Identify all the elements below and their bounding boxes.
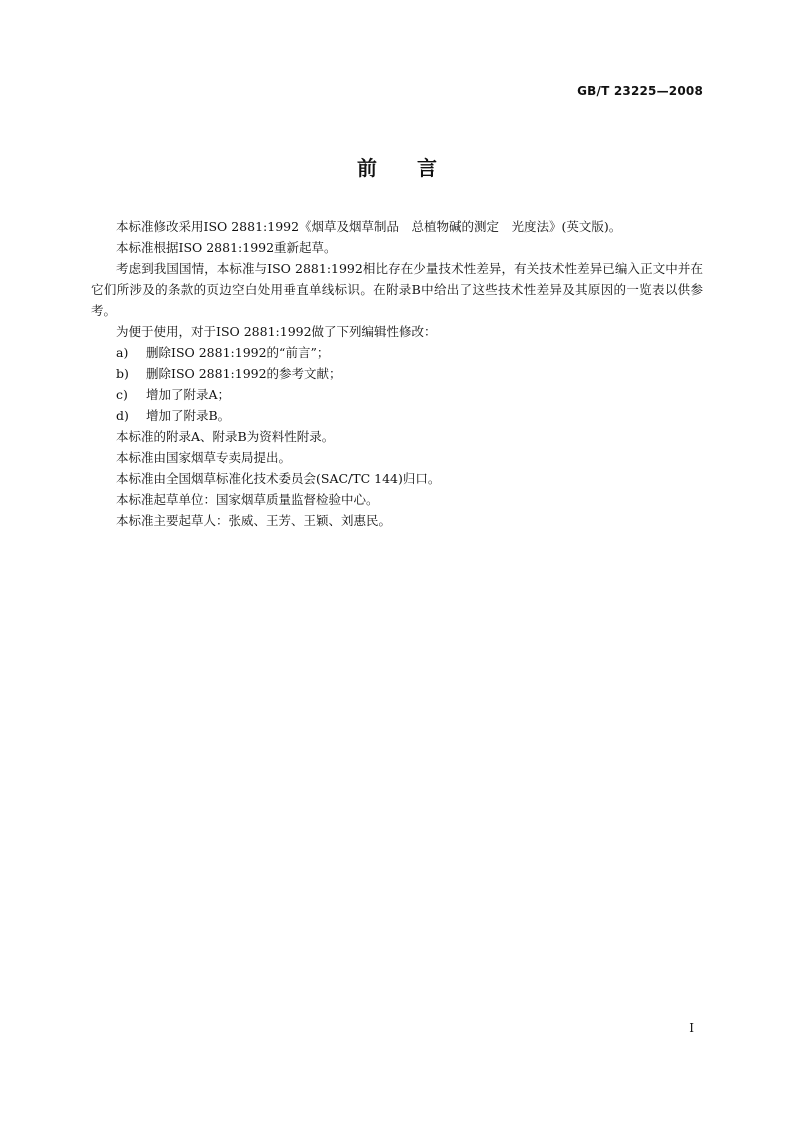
list-item-mark: b) bbox=[116, 366, 129, 381]
list-item-text: 删除ISO 2881:1992的“前言”； bbox=[146, 345, 330, 360]
list-item bbox=[91, 384, 703, 405]
page-title: 前 言 bbox=[357, 156, 437, 180]
paragraph-editorial-intro: 为便于使用，对于ISO 2881:1992做了下列编辑性修改： bbox=[116, 324, 437, 339]
paragraph-committee: 本标准由全国烟草标准化技术委员会(SAC/TC 144)归口。 bbox=[116, 471, 441, 486]
list-item bbox=[91, 342, 703, 363]
list-item-mark: c) bbox=[116, 387, 128, 402]
page-number: I bbox=[689, 1021, 694, 1035]
standard-code: GB/T 23225—2008 bbox=[577, 84, 703, 98]
paragraph-drafters: 本标准主要起草人：张威、王芳、王颖、刘惠民。 bbox=[116, 513, 392, 528]
list-item-mark: a) bbox=[116, 345, 129, 360]
paragraph-differences: 考虑到我国国情，本标准与ISO 2881:1992相比存在少量技术性差异，有关技术性差异已编入正文中并在它们所涉及的条款的页边空白处用垂直单线标识。在附录B中给出了这些技术性差异及其原因的一览表以供参考。 bbox=[91, 261, 703, 318]
list-item-text: 删除ISO 2881:1992的参考文献； bbox=[146, 366, 342, 381]
list-item-text: 增加了附录A； bbox=[146, 387, 231, 402]
paragraph-basis: 本标准根据ISO 2881:1992重新起草。 bbox=[116, 240, 337, 255]
paragraph-annexes: 本标准的附录A、附录B为资料性附录。 bbox=[116, 429, 335, 444]
list-item-text: 增加了附录B。 bbox=[146, 408, 231, 423]
paragraph-drafting-unit: 本标准起草单位：国家烟草质量监督检验中心。 bbox=[116, 492, 379, 507]
paragraph-adoption: 本标准修改采用ISO 2881:1992《烟草及烟草制品 总植物碱的测定 光度法》(英文版)。 bbox=[116, 219, 622, 234]
list-item-mark: d) bbox=[116, 408, 129, 423]
list-item bbox=[91, 405, 703, 426]
list-item bbox=[91, 363, 703, 384]
document-body bbox=[91, 216, 703, 531]
paragraph-proposer: 本标准由国家烟草专卖局提出。 bbox=[116, 450, 292, 465]
